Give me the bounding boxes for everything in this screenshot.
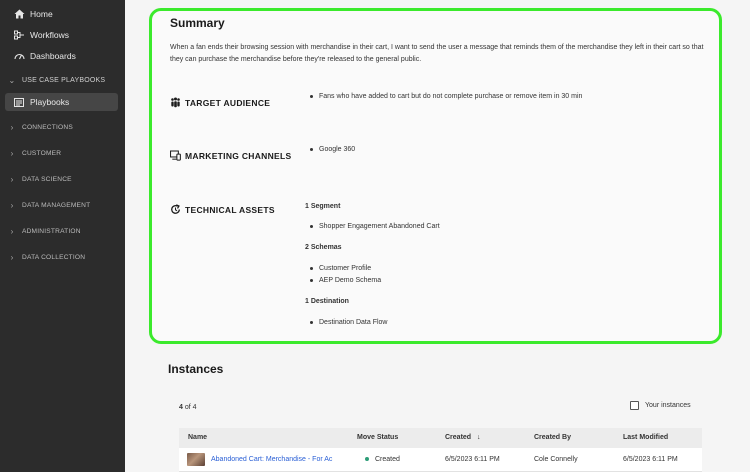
chevron-right-icon: › [10,200,14,210]
main-content [125,0,750,472]
your-instances-checkbox[interactable] [630,401,639,410]
column-header-name[interactable]: Name [188,434,208,441]
chevron-right-icon: › [10,174,14,184]
nav-group-data-collection[interactable] [0,250,125,264]
column-header-created-by[interactable]: Created By [534,434,571,441]
nav-item-dashboards[interactable] [0,48,125,63]
instances-count [179,404,197,411]
summary-title: Summary [170,16,225,30]
last-modified-cell: 6/5/2023 6:11 PM [623,456,678,463]
instances-title: Instances [168,362,224,376]
nav-group-label: ADMINISTRATION [22,227,81,235]
target-audience-title: TARGET AUDIENCE [185,97,271,108]
target-audience-item: Fans who have added to cart but do not complete purchase or remove item in 30 min [310,93,582,100]
column-header-created[interactable]: Created ↓ [445,434,481,441]
chevron-down-icon: ⌄ [8,75,16,85]
destination-item: Destination Data Flow [310,319,387,326]
workflow-icon [13,29,25,41]
table-header-row [179,428,702,448]
target-audience-heading [170,97,270,108]
nav-group-administration[interactable] [0,224,125,238]
technical-assets-heading [170,204,275,215]
nav-group-label: DATA SCIENCE [22,175,72,183]
nav-group-label: CONNECTIONS [22,123,73,131]
segment-count-heading: 1 Segment [305,203,341,210]
devices-icon [170,150,181,161]
nav-label-dashboards: Dashboards [30,50,76,61]
marketing-channels-heading [170,150,291,161]
sort-descending-icon: ↓ [477,434,481,441]
nav-group-data-management[interactable] [0,198,125,212]
created-by-cell: Cole Connelly [534,456,578,463]
summary-description: When a fan ends their browsing session with merchandise in their cart, I want to send the user a message that reminds them of the merchandise they left in their cart so that they can purchase the merchandise before they're released to the general public. [170,44,704,63]
instances-count-shown: 4 [179,404,183,411]
nav-item-workflows[interactable] [0,27,125,42]
nav-group-label: DATA MANAGEMENT [22,201,91,209]
instances-count-total: of 4 [182,404,197,411]
segment-item: Shopper Engagement Abandoned Cart [310,223,440,230]
schema-item: AEP Demo Schema [310,277,381,284]
marketing-channel-item: Google 360 [310,146,355,153]
move-status-cell: Created [365,456,400,463]
nav-group-connections[interactable] [0,120,125,134]
status-dot-icon [365,457,369,461]
nav-group-use-case-playbooks[interactable] [0,73,125,87]
refresh-cycle-icon [170,204,181,215]
column-header-last-modified[interactable]: Last Modified [623,434,669,441]
nav-label-playbooks: Playbooks [30,97,70,107]
chevron-right-icon: › [10,122,14,132]
nav-label-workflows: Workflows [30,29,70,40]
chevron-right-icon: › [10,226,14,236]
nav-group-customer[interactable] [0,146,125,160]
playbooks-list-icon [13,96,25,108]
table-row[interactable] [179,448,702,472]
dashboard-gauge-icon [13,50,25,62]
audience-people-icon [170,97,181,108]
home-icon [13,8,25,20]
nav-item-playbooks[interactable] [5,93,118,111]
technical-assets-title: TECHNICAL ASSETS [185,204,275,215]
instances-table [179,428,702,472]
chevron-right-icon: › [10,252,14,262]
left-nav-sidebar [0,0,125,472]
instance-thumbnail [187,453,205,466]
instance-name-link[interactable]: Abandoned Cart: Merchandise - For Ac [211,456,333,463]
schema-item: Customer Profile [310,265,371,272]
nav-item-home[interactable] [0,6,125,21]
nav-label-home: Home [30,8,53,19]
schema-count-heading: 2 Schemas [305,244,342,251]
your-instances-toggle[interactable] [630,401,691,410]
nav-group-label: DATA COLLECTION [22,253,86,261]
summary-card [149,8,722,344]
your-instances-label: Your instances [645,402,691,409]
nav-group-label-use-case-playbooks: USE CASE PLAYBOOKS [22,76,106,84]
nav-group-label: CUSTOMER [22,149,62,157]
destination-count-heading: 1 Destination [305,298,349,305]
marketing-channels-title: MARKETING CHANNELS [185,150,292,161]
chevron-right-icon: › [10,148,14,158]
column-header-move-status[interactable]: Move Status [357,434,399,441]
created-cell: 6/5/2023 6:11 PM [445,456,500,463]
nav-group-data-science[interactable] [0,172,125,186]
